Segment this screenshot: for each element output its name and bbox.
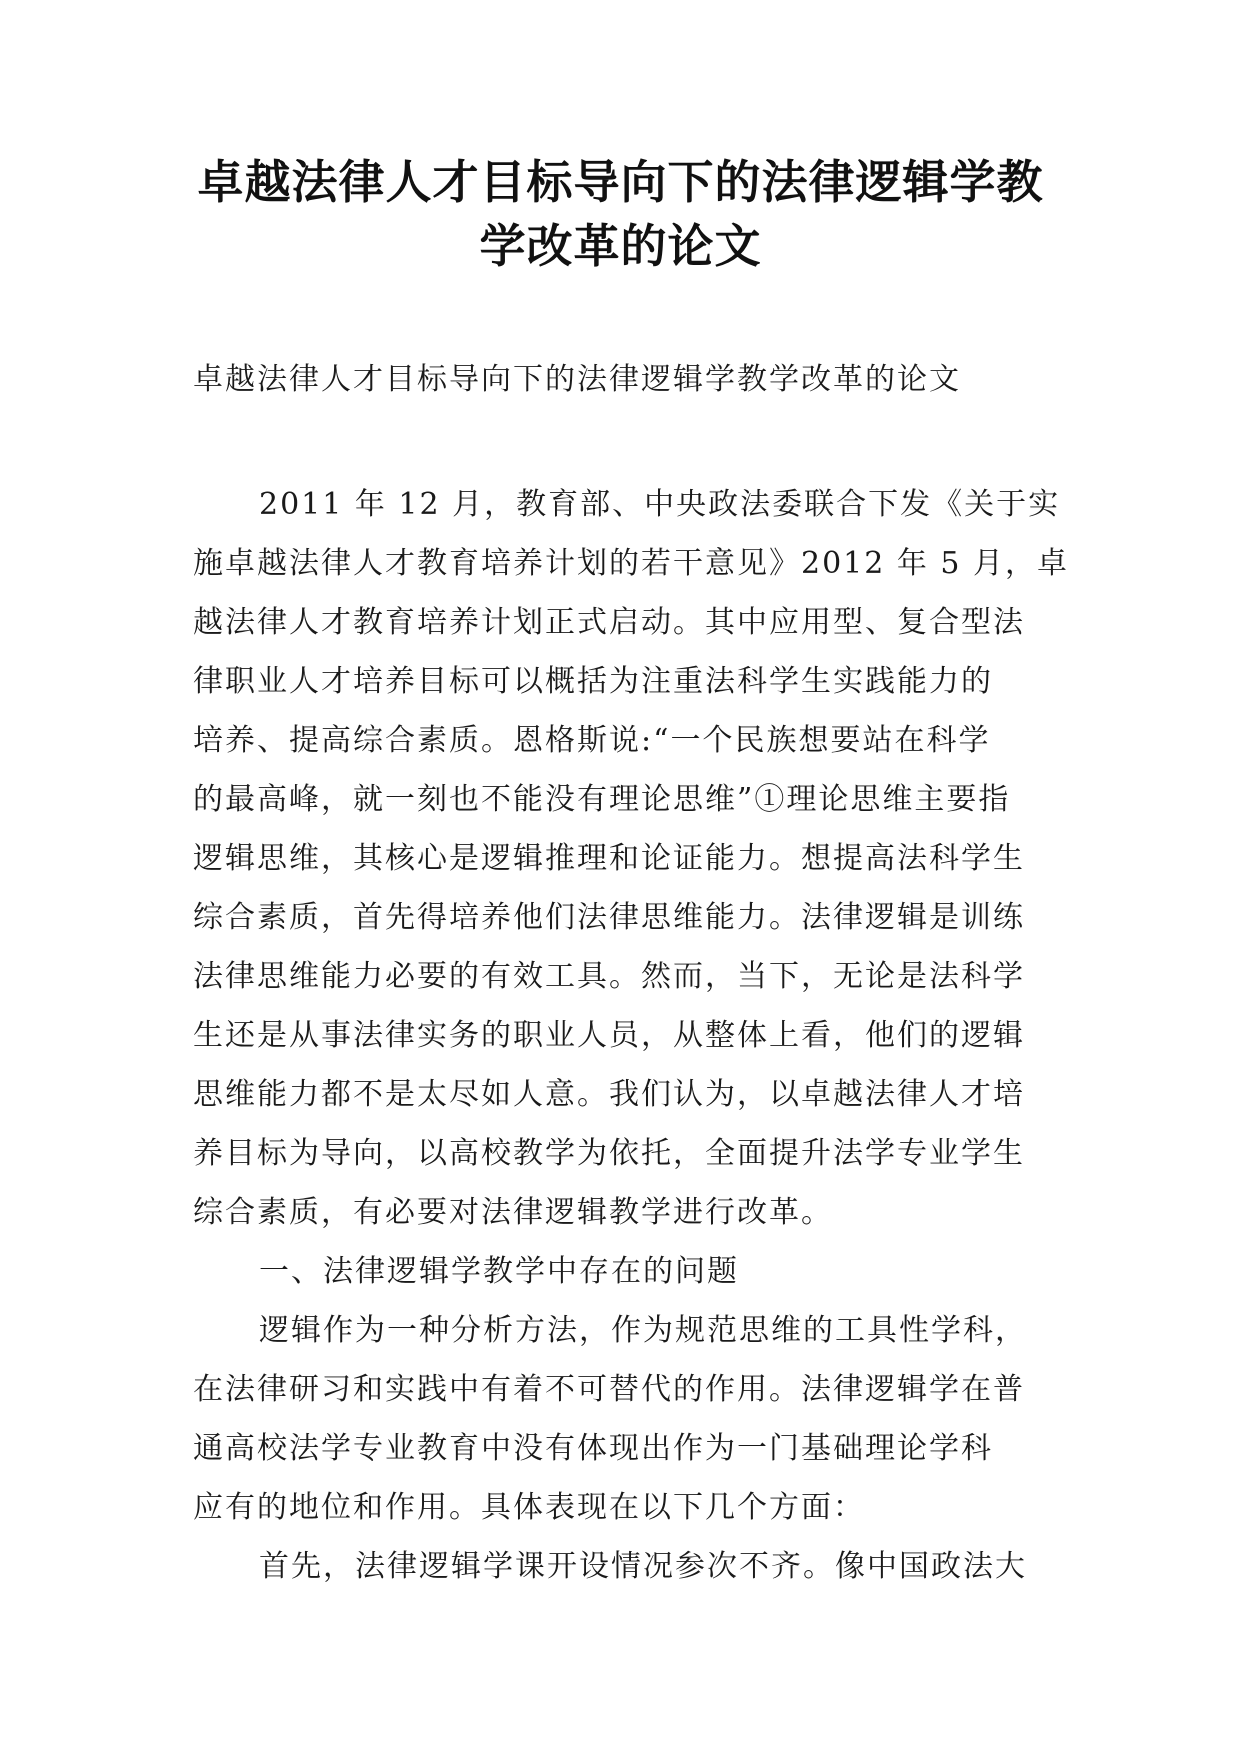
paragraph-line: 2011 年 12 月，教育部、中央政法委联合下发《关于实 [259,487,1061,522]
section-heading: 一、法律逻辑学教学中存在的问题 [259,1254,739,1289]
paragraph-line: 逻辑作为一种分析方法，作为规范思维的工具性学科， [259,1313,1027,1348]
paragraph-line: 的最高峰，就一刻也不能没有理论思维”①理论思维主要指 [193,782,1011,817]
paragraph-line: 通高校法学专业教育中没有体现出作为一门基础理论学科 [193,1431,993,1466]
document-body [193,475,1070,1596]
paragraph-line: 在法律研习和实践中有着不可替代的作用。法律逻辑学在普 [193,1372,1025,1407]
paragraph-line: 综合素质，首先得培养他们法律思维能力。法律逻辑是训练 [193,900,1025,935]
paragraph-line: 培养、提高综合素质。恩格斯说:“一个民族想要站在科学 [193,723,991,758]
document-title [150,150,1091,278]
paragraph-line: 应有的地位和作用。具体表现在以下几个方面： [193,1490,865,1525]
paragraph-line: 施卓越法律人才教育培养计划的若干意见》2012 年 5 月，卓 [193,546,1070,581]
paragraph-line: 生还是从事法律实务的职业人员，从整体上看，他们的逻辑 [193,1018,1025,1053]
title-line-2: 学改革的论文 [479,219,762,273]
document-subtitle: 卓越法律人才目标导向下的法律逻辑学教学改革的论文 [193,362,961,397]
title-line-1: 卓越法律人才目标导向下的法律逻辑学教 [197,155,1044,209]
paragraph-line: 逻辑思维，其核心是逻辑推理和论证能力。想提高法科学生 [193,841,1025,876]
paragraph-line: 养目标为导向，以高校教学为依托，全面提升法学专业学生 [193,1136,1025,1171]
paragraph-line: 思维能力都不是太尽如人意。我们认为，以卓越法律人才培 [193,1077,1025,1112]
paragraph-line: 律职业人才培养目标可以概括为注重法科学生实践能力的 [193,664,993,699]
paragraph-line: 首先，法律逻辑学课开设情况参次不齐。像中国政法大 [259,1549,1027,1584]
paragraph-line: 综合素质，有必要对法律逻辑教学进行改革。 [193,1195,833,1230]
paragraph-line: 法律思维能力必要的有效工具。然而，当下，无论是法科学 [193,959,1025,994]
paragraph-line: 越法律人才教育培养计划正式启动。其中应用型、复合型法 [193,605,1025,640]
